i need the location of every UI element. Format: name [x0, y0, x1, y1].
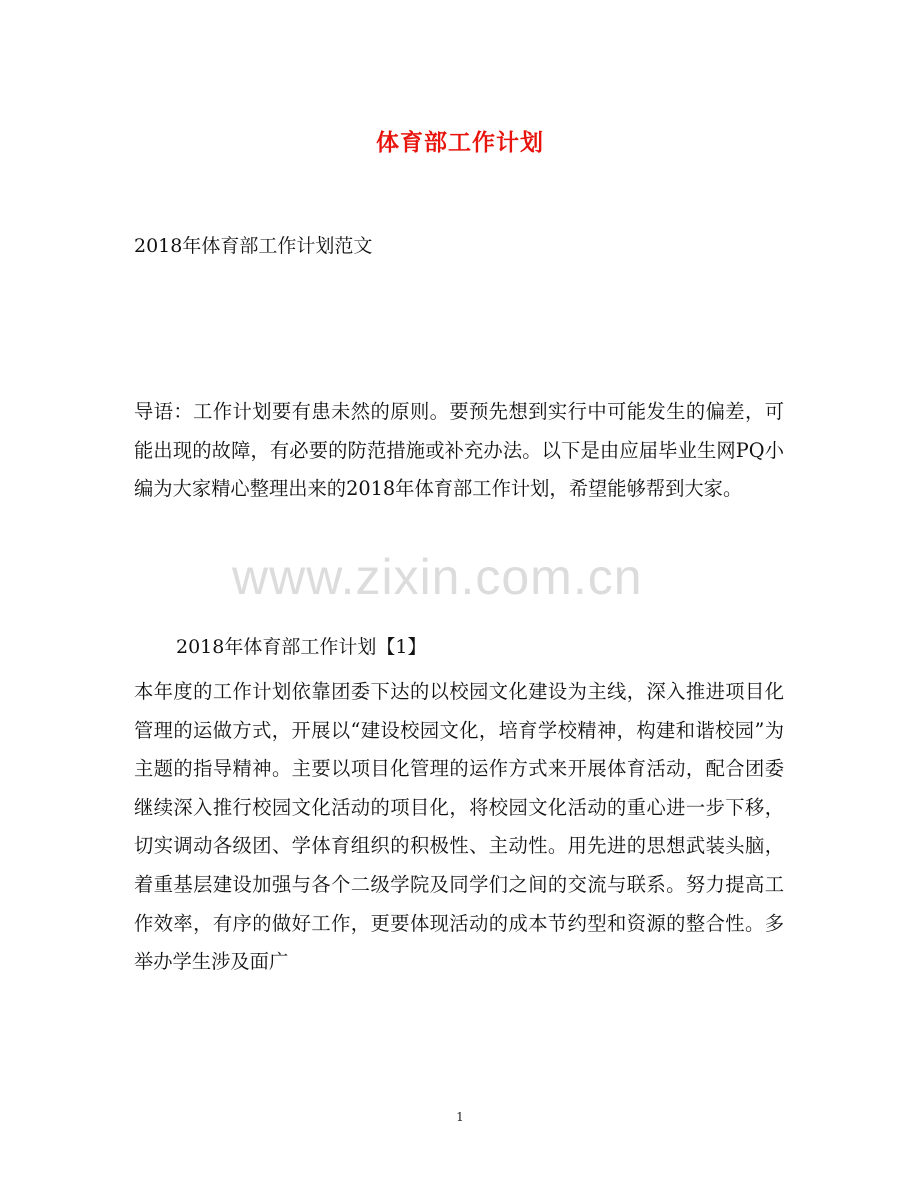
watermark-text: www.zixin.com.cn [232, 549, 643, 605]
page-number: 1 [456, 1110, 464, 1124]
document-title: 体育部工作计划 [376, 129, 544, 156]
body-paragraph: 本年度的工作计划依靠团委下达的以校园文化建设为主线，深入推进项目化管理的运做方式，开展以“建设校园文化，培育学校精神，构建和谐校园”为主题的指导精神。主要以项目化管理的运作方式来开展体育活动，配合团委继续深入推行校园文化活动的项目化，将校园文化活动的重心进一步下移，切实调动各级团、学体育组织的积极性、主动性。用先进的思想武装头脑，着重基层建设加强与各个二级学院及同学们之间的交流与联系。努力提高工作效率，有序的做好工作，更要体现活动的成本节约型和资源的整合性。多举办学生涉及面广 [134, 680, 784, 974]
section-heading: 2018年体育部工作计划【1】 [176, 636, 427, 658]
intro-paragraph: 导语：工作计划要有患未然的原则。要预先想到实行中可能发生的偏差，可能出现的故障，有必要的防范措施或补充办法。以下是由应届毕业生网PQ小编为大家精心整理出来的2018年体育部工作计划，希望能够帮到大家。 [134, 400, 784, 501]
document-subtitle: 2018年体育部工作计划范文 [134, 235, 373, 257]
